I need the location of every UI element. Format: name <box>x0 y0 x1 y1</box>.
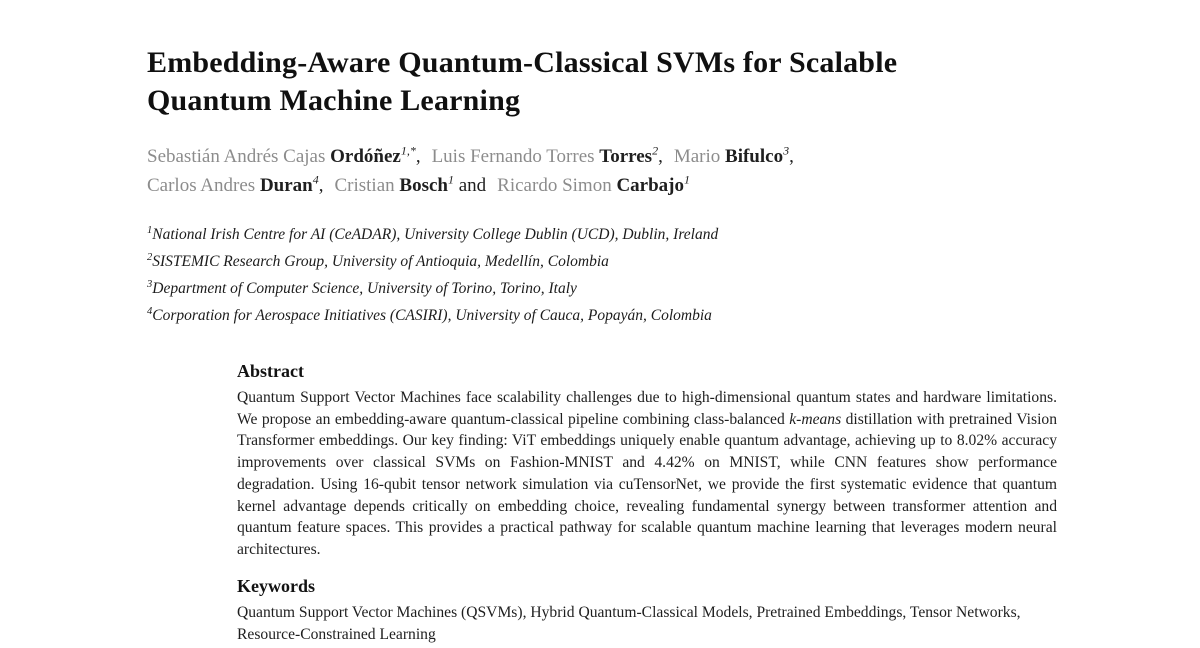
paper-title-line2: Quantum Machine Learning <box>147 83 521 117</box>
affiliation <box>147 249 1057 276</box>
abstract-heading: Abstract <box>237 360 304 381</box>
affiliation-text: Corporation for Aerospace Initiatives (CASIRI), University of Cauca, Popayán, Colombia <box>152 306 712 324</box>
affiliation-text: National Irish Centre for AI (CeADAR), University College Dublin (UCD), Dublin, Ireland <box>152 225 719 243</box>
author-given-names: Carlos Andres <box>147 175 260 197</box>
keywords-heading: Keywords <box>237 575 315 596</box>
author-given-names: Sebastián Andrés Cajas <box>147 145 331 167</box>
keywords-section <box>237 576 1057 646</box>
author <box>147 172 324 197</box>
author <box>334 172 487 197</box>
author-separator: , <box>415 145 421 167</box>
author-separator: and <box>453 175 487 197</box>
affiliation <box>147 276 1057 303</box>
author-family-name: Torres <box>599 145 653 167</box>
author-given-names: Cristian <box>334 175 400 197</box>
abstract-section <box>237 361 1057 561</box>
author-separator: , <box>658 145 663 167</box>
author-given-names: Mario <box>673 145 726 167</box>
affiliation <box>147 303 1057 330</box>
affiliation-list <box>147 222 1057 330</box>
abstract-segment: Quantum Support Vector Machines face scalability challenges due to high-dimensional quantum states and hardware limitations. We propose an embedding-aware quantum-classical pipeline combining class-balanced <box>237 388 1057 428</box>
affiliation-number: 2 <box>147 251 153 263</box>
paper-title-line1: Embedding-Aware Quantum-Classical SVMs for Scalable <box>147 46 898 80</box>
author-family-name: Carbajo <box>616 175 685 197</box>
author-family-name: Ordóñez <box>330 145 401 167</box>
author-affiliation-mark: 2 <box>652 143 659 158</box>
author <box>147 143 421 167</box>
author <box>431 143 663 167</box>
author-affiliation-mark: 4 <box>312 172 319 187</box>
affiliation <box>147 222 1057 249</box>
affiliation-number: 4 <box>147 305 153 317</box>
abstract-text <box>237 387 1057 561</box>
author <box>497 172 691 197</box>
author-separator: , <box>318 175 324 197</box>
author-family-name: Bosch <box>399 175 448 197</box>
abstract-segment: distillation with pretrained Vision Transformer embeddings. Our key finding: ViT embeddings uniquely enable quantum advantage, achieving up to 8.02% accuracy improvements over classical SVMs on Fashion-MNIST and 4.42% on MNIST, while CNN features show performance degradation. Using 16-qubit tensor network simulation via cuTensorNet, we provide the first systematic evidence that quantum kernel advantage depends critically on embedding choice, revealing fundamental synergy between transformer attention and quantum feature spaces. This provides a practical pathway for scalable quantum machine learning that leverages modern neural architectures. <box>237 410 1057 559</box>
abstract-italic-term: k-means <box>789 410 842 428</box>
author <box>673 143 794 167</box>
author-list <box>147 142 1057 201</box>
affiliation-number: 3 <box>147 278 153 290</box>
author-affiliation-mark: 1,* <box>400 143 416 158</box>
author-separator: , <box>789 145 794 167</box>
author-affiliation-mark: 3 <box>783 143 790 158</box>
affiliation-number: 1 <box>147 224 153 236</box>
author-affiliation-mark: 1 <box>447 172 454 187</box>
author-family-name: Duran <box>259 175 313 197</box>
author-affiliation-mark: 1 <box>684 172 691 187</box>
keywords-text: Quantum Support Vector Machines (QSVMs), Hybrid Quantum-Classical Models, Pretrained Embeddings, Tensor Networks, Resource-Constrained Learning <box>237 603 1021 643</box>
author-family-name: Bifulco <box>725 145 784 167</box>
author-given-names: Luis Fernando Torres <box>431 145 600 167</box>
paper-title <box>147 44 1057 120</box>
author-given-names: Ricardo Simon <box>497 175 617 197</box>
affiliation-text: SISTEMIC Research Group, University of Antioquia, Medellín, Colombia <box>152 252 609 270</box>
affiliation-text: Department of Computer Science, University of Torino, Torino, Italy <box>152 279 577 297</box>
